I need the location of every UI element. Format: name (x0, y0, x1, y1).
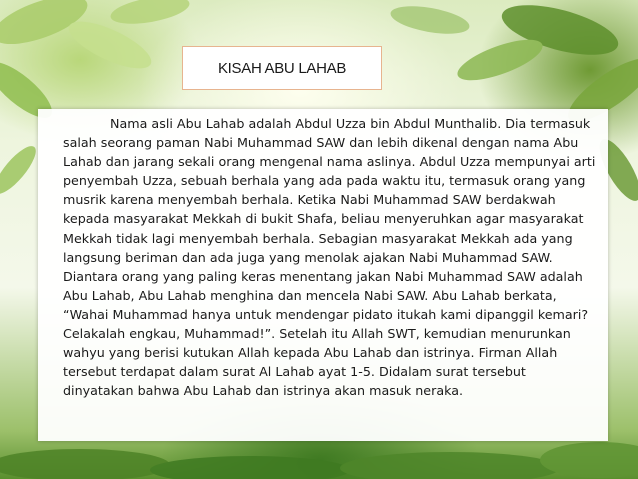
slide-title: KISAH ABU LAHAB (217, 59, 347, 77)
title-box (182, 46, 382, 90)
story-text-box (38, 109, 608, 441)
story-paragraph: Nama asli Abu Lahab adalah Abdul Uzza bin Abdul Munthalib. Dia termasuk salah seorang paman Nabi Muhammad SAW dan lebih dikenal dengan nama Abu Lahab dan jarang sekali orang mengenal nama aslinya. Abdul Uzza mempunyai arti penyembah Uzza, sebuah berhala yang ada pada waktu itu, termasuk orang yang musrik karena menyembah berhala. Ketika Nabi Muhammad SAW berdakwah kepada masyarakat Mekkah di bukit Shafa, beliau menyeruhkan agar masyarakat Mekkah tidak lagi menyembah berhala. Sebagian masyarakat Mekkah ada yang langsung beriman dan ada juga yang menolak ajakan Nabi Muhammad SAW. Diantara orang yang paling keras menentang jakan Nabi Muhammad SAW adalah Abu Lahab, Abu Lahab menghina dan mencela Nabi SAW. Abu Lahab berkata, “Wahai Muhammad hanya untuk mendengar pidato itukah kami dipanggil kemari? Celakalah engkau, Muhammad!”. Setelah itu Allah SWT, kemudian menurunkan wahyu yang berisi kutukan Allah kepada Abu Lahab dan istrinya. Firman Allah tersebut terdapat dalam surat Al Lahab ayat 1-5. Didalam surat tersebut dinyatakan bahwa Abu Lahab dan istrinya akan masuk neraka. (63, 116, 596, 399)
